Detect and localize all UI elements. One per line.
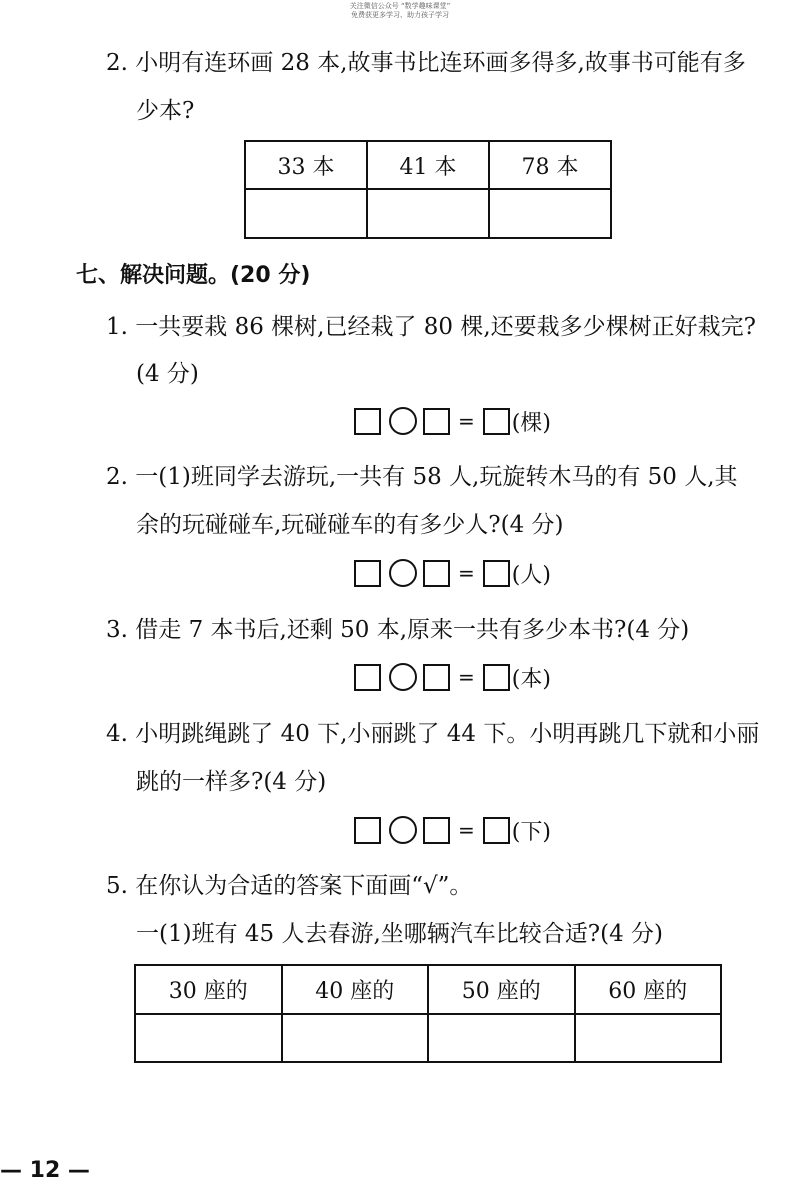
question-text: 跳的一样多?(4 分) [136, 769, 327, 795]
answer-cell[interactable] [428, 1014, 575, 1062]
equation-row [354, 406, 551, 436]
question-text: 3. 借走 7 本书后,还剩 50 本,原来一共有多少本书?(4 分) [106, 617, 690, 643]
question-text: 一(1)班有 45 人去春游,坐哪辆汽车比较合适?(4 分) [136, 921, 664, 947]
watermark-line1: 关注微信公众号 “数学趣味课堂” [349, 2, 451, 10]
question-text: (4 分) [136, 361, 199, 387]
question-text: 5. 在你认为合适的答案下面画“√”。 [106, 873, 473, 899]
question-text: 4. 小明跳绳跳了 40 下,小丽跳了 44 下。小明再跳几下就和小丽 [106, 721, 760, 747]
operand-box[interactable] [423, 408, 450, 435]
answer-cell[interactable] [245, 189, 367, 238]
operand-box[interactable] [354, 560, 381, 587]
equals-sign: = [458, 818, 475, 842]
answer-cell[interactable] [367, 189, 489, 238]
operand-box[interactable] [354, 408, 381, 435]
answer-cell[interactable] [489, 189, 611, 238]
result-box[interactable] [483, 817, 510, 844]
unit-label: (棵) [511, 410, 551, 436]
equation-row [354, 662, 551, 692]
operand-box[interactable] [354, 817, 381, 844]
option-cell: 33 本 [245, 141, 367, 189]
operand-box[interactable] [423, 560, 450, 587]
answer-cell[interactable] [575, 1014, 722, 1062]
answer-cell[interactable] [135, 1014, 282, 1062]
result-box[interactable] [483, 560, 510, 587]
equation-row [354, 558, 551, 588]
unit-label: (人) [511, 562, 551, 588]
question-text: 1. 一共要栽 86 棵树,已经栽了 80 棵,还要栽多少棵树正好栽完? [106, 314, 756, 340]
unit-label: (本) [511, 666, 551, 692]
option-cell: 78 本 [489, 141, 611, 189]
operator-circle[interactable] [389, 407, 417, 435]
result-box[interactable] [483, 408, 510, 435]
operand-box[interactable] [354, 664, 381, 691]
operator-circle[interactable] [389, 559, 417, 587]
option-cell: 41 本 [367, 141, 489, 189]
operator-circle[interactable] [389, 816, 417, 844]
operator-circle[interactable] [389, 663, 417, 691]
answer-table [244, 140, 612, 239]
section-title: 七、解决问题。(20 分) [76, 263, 311, 288]
unit-label: (下) [511, 819, 551, 845]
question-text: 余的玩碰碰车,玩碰碰车的有多少人?(4 分) [136, 512, 564, 538]
page-number: — 12 — [0, 1158, 90, 1183]
watermark [0, 2, 800, 20]
option-cell: 30 座的 [135, 965, 282, 1014]
option-cell: 40 座的 [282, 965, 429, 1014]
result-box[interactable] [483, 664, 510, 691]
equals-sign: = [458, 665, 475, 689]
question-text: 2. 小明有连环画 28 本,故事书比连环画多得多,故事书可能有多 [106, 50, 746, 76]
option-cell: 60 座的 [575, 965, 722, 1014]
equals-sign: = [458, 561, 475, 585]
answer-table [134, 964, 722, 1063]
watermark-line2: 免费获更多学习、助力孩子学习 [351, 11, 449, 19]
operand-box[interactable] [423, 664, 450, 691]
operand-box[interactable] [423, 817, 450, 844]
equation-row [354, 815, 551, 845]
answer-cell[interactable] [282, 1014, 429, 1062]
question-text: 2. 一(1)班同学去游玩,一共有 58 人,玩旋转木马的有 50 人,其 [106, 464, 738, 490]
option-cell: 50 座的 [428, 965, 575, 1014]
question-text: 少本? [136, 98, 195, 124]
equals-sign: = [458, 409, 475, 433]
